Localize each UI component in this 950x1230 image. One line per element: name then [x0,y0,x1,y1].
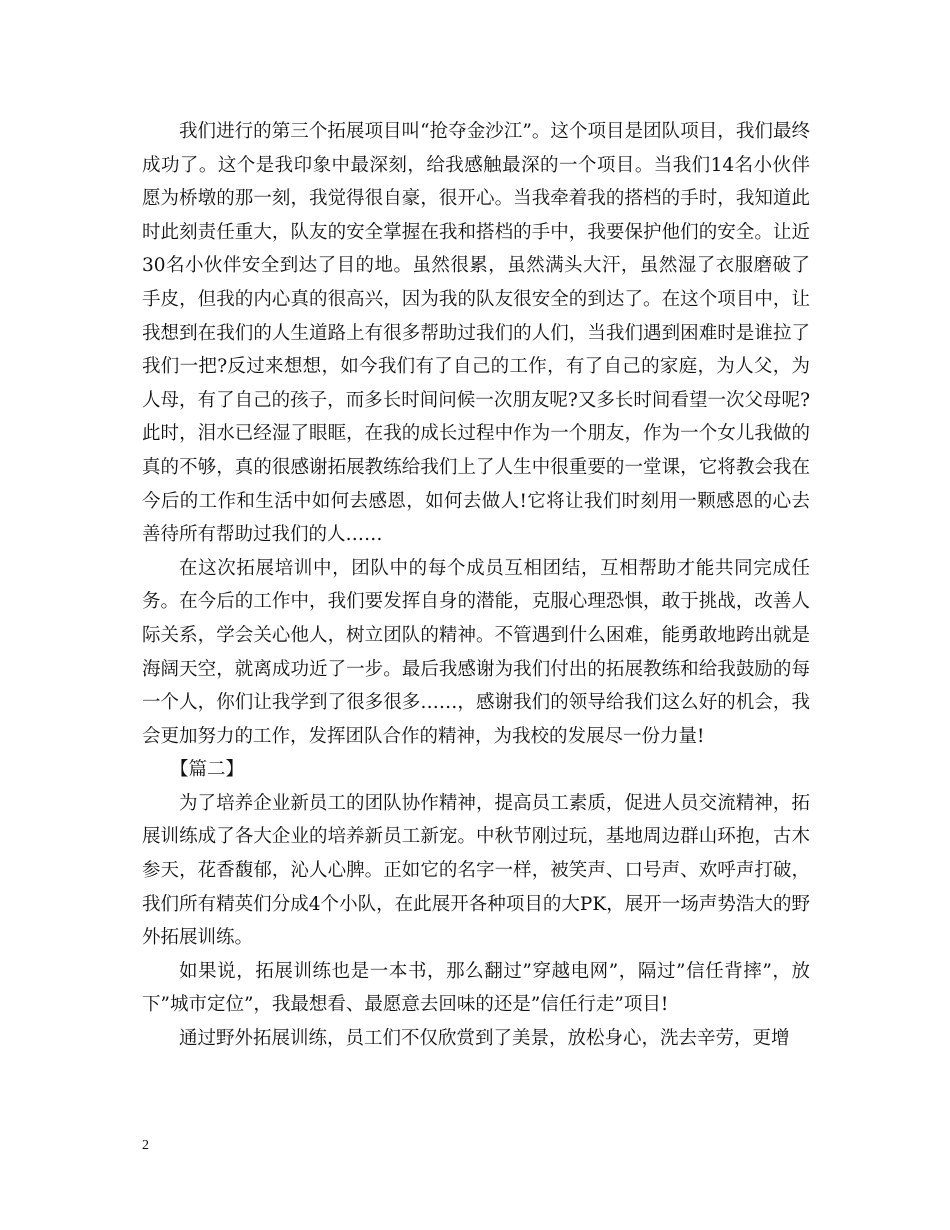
paragraph: 为了培养企业新员工的团队协作精神，提高员工素质，促进人员交流精神，拓展训练成了各大企业的培养新员工新宠。中秋节刚过玩，基地周边群山环抱，古木参天，花香馥郁，沁人心脾。正如它的名字一样，被笑声、口号声、欢呼声打破，我们所有精英们分成4个小队，在此展开各种项目的大PK，展开一场声势浩大的野外拓展训练。 [142,792,810,949]
paragraph: 在这次拓展培训中，团队中的每个成员互相团结，互相帮助才能共同完成任务。在今后的工作中，我们要发挥自身的潜能，克服心理恐惧，敢于挑战，改善人际关系，学会关心他人，树立团队的精神。不管遇到什么困难，能勇敢地跨出就是海阔天空，就离成功近了一步。最后我感谢为我们付出的拓展教练和给我鼓励的每一个人，你们让我学到了很多很多……，感谢我们的领导给我们这么好的机会，我会更加努力的工作，发挥团队合作的精神，为我校的发展尽一份力量! [142,557,810,747]
page-number: 2 [142,1138,149,1153]
section-heading: 【篇二】 [170,759,245,781]
paragraph: 通过野外拓展训练，员工们不仅欣赏到了美景，放松身心，洗去辛劳，更增 [179,1028,790,1050]
paragraph: 如果说，拓展训练也是一本书，那么翻过”穿越电网”，隔过”信任背摔”，放下”城市定位”，我最想看、最愿意去回味的还是”信任行走”项目! [142,960,810,1016]
paragraph: 我们进行的第三个拓展项目叫“抢夺金沙江”。这个项目是团队项目，我们最终成功了。这个是我印象中最深刻，给我感触最深的一个项目。当我们14名小伙伴愿为桥墩的那一刻，我觉得很自豪，很开心。当我牵着我的搭档的手时，我知道此时此刻责任重大，队友的安全掌握在我和搭档的手中，我要保护他们的安全。让近30名小伙伴安全到达了目的地。虽然很累，虽然满头大汗，虽然湿了衣服磨破了手皮，但我的内心真的很高兴，因为我的队友很安全的到达了。在这个项目中，让我想到在我们的人生道路上有很多帮助过我们的人们，当我们遇到困难时是谁拉了我们一把?反过来想想，如今我们有了自己的工作，有了自己的家庭，为人父，为人母，有了自己的孩子，而多长时间问候一次朋友呢?又多长时间看望一次父母呢?此时，泪水已经湿了眼眶，在我的成长过程中作为一个朋友，作为一个女儿我做的真的不够，真的很感谢拓展教练给我们上了人生中很重要的一堂课，它将教会我在今后的工作和生活中如何去感恩，如何去做人!它将让我们时刻用一颗感恩的心去善待所有帮助过我们的人…… [142,121,810,546]
document-body [142,115,810,1056]
